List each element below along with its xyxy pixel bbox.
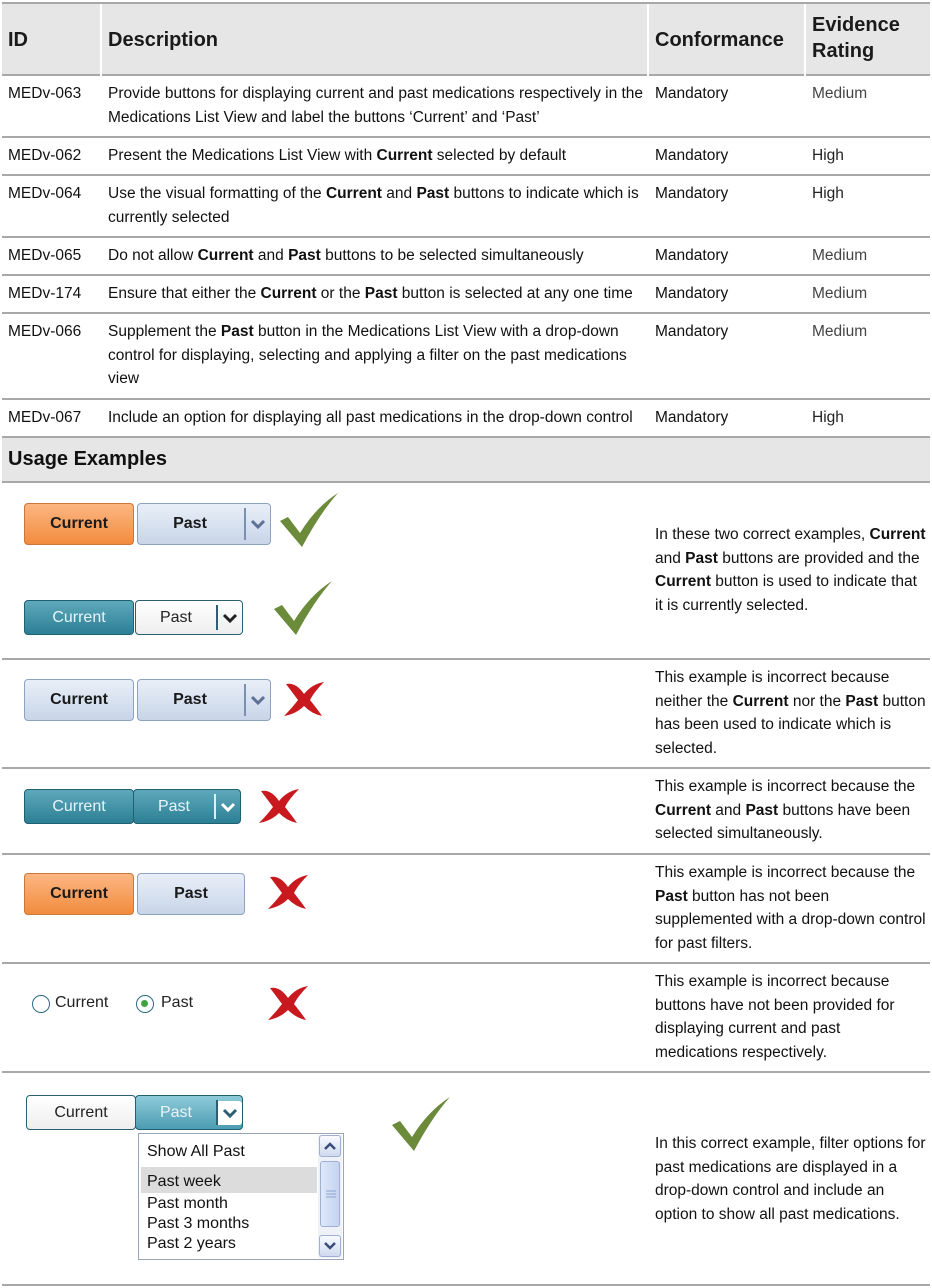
usage-example-5 — [2, 964, 930, 1073]
requirement-evidence-rating: High — [812, 147, 844, 164]
table-row — [2, 238, 930, 276]
text-segment: and — [655, 549, 686, 567]
requirement-id: MEDv-063 — [8, 85, 82, 102]
header-description: Description — [108, 29, 219, 51]
text-segment: button has not been supplemented with a drop-down control for past filters. — [655, 887, 926, 952]
bold-term: Past — [845, 692, 879, 710]
past-button-label: Past — [159, 1103, 192, 1121]
table-row — [2, 276, 930, 314]
requirement-evidence-rating: Medium — [812, 85, 868, 102]
requirement-conformance: Mandatory — [655, 85, 729, 102]
option-show-all-past[interactable]: Show All Past — [147, 1143, 245, 1160]
requirement-description — [108, 82, 648, 129]
checkmark-icon — [272, 579, 334, 637]
requirement-conformance: Mandatory — [655, 409, 729, 426]
current-button[interactable] — [24, 789, 134, 824]
text-segment: In this correct example, filter options for past medications are displayed in a drop-down control and include an option to show all past medications. — [655, 1135, 926, 1223]
past-button-label: Past — [159, 608, 192, 626]
usage-example-1 — [2, 483, 930, 660]
requirement-id: MEDv-065 — [8, 247, 82, 264]
text-segment: This example is incorrect because neither the — [655, 669, 890, 710]
example-description — [655, 523, 927, 617]
scroll-down-icon[interactable] — [319, 1235, 341, 1257]
bold-term: Current — [655, 801, 711, 819]
checkmark-icon — [278, 491, 340, 549]
header-evidence-rating — [812, 12, 900, 64]
past-dropdown-button[interactable] — [137, 679, 271, 721]
past-filter-listbox[interactable] — [138, 1133, 344, 1260]
requirement-evidence-rating: Medium — [812, 247, 868, 264]
requirement-conformance: Mandatory — [655, 147, 729, 164]
past-dropdown-button[interactable] — [135, 1095, 243, 1130]
text-segment: button is selected at any one time — [397, 285, 633, 302]
past-button[interactable] — [137, 873, 245, 915]
bold-term: Current — [732, 692, 789, 710]
table-row — [2, 176, 930, 238]
header-evidence-line1: Evidence — [812, 14, 900, 36]
text-segment: Provide buttons for displaying current and past medications respectively in the Medications List View and label the buttons ‘Current’ and ‘Past’ — [108, 85, 644, 126]
example-description — [655, 861, 927, 955]
current-button[interactable] — [24, 600, 134, 635]
requirement-conformance: Mandatory — [655, 247, 729, 264]
table-row — [2, 76, 930, 138]
current-button-label: Current — [54, 1103, 108, 1121]
requirement-id: MEDv-066 — [8, 323, 82, 340]
requirement-id: MEDv-064 — [8, 185, 82, 202]
text-segment: Present the Medications List View with — [108, 147, 377, 164]
option-past-month[interactable]: Past month — [147, 1195, 228, 1212]
text-segment: selected by default — [432, 147, 567, 164]
requirement-description — [108, 182, 648, 229]
past-button-label: Past — [173, 691, 207, 708]
header-separator — [100, 4, 102, 76]
requirement-description — [108, 406, 648, 430]
current-radio-label[interactable]: Current — [55, 994, 109, 1011]
text-segment: buttons have been selected simultaneously. — [655, 801, 911, 842]
current-button-label: Current — [50, 691, 108, 708]
table-header — [2, 2, 930, 76]
option-past-week[interactable]: Past week — [147, 1173, 221, 1190]
requirement-id: MEDv-174 — [8, 285, 82, 302]
requirement-description — [108, 282, 648, 306]
scroll-thumb[interactable] — [320, 1161, 340, 1227]
cross-icon — [282, 680, 326, 718]
example-description — [655, 1132, 927, 1226]
text-segment: Include an option for displaying all past medications in the drop-down control — [108, 409, 633, 426]
bold-term: Past — [685, 549, 718, 567]
text-segment: Supplement the — [108, 323, 221, 340]
text-segment: This example is incorrect because buttons have not been provided for displaying current and past medications respectively. — [655, 973, 895, 1061]
past-dropdown-button[interactable] — [137, 503, 271, 545]
current-button-label: Current — [52, 608, 106, 626]
example-description — [655, 666, 927, 760]
current-button-label: Current — [50, 885, 108, 902]
usage-examples-header — [2, 438, 930, 483]
usage-example-6 — [2, 1073, 930, 1286]
past-dropdown-button[interactable] — [135, 600, 243, 635]
current-button-label: Current — [50, 515, 108, 532]
header-separator — [647, 4, 649, 76]
past-radio-label[interactable]: Past — [161, 994, 194, 1011]
text-segment: and — [253, 247, 289, 264]
requirement-evidence-rating: High — [812, 185, 844, 202]
chevron-down-icon[interactable] — [216, 795, 240, 819]
bold-term: Past — [745, 801, 779, 819]
text-segment: Use the visual formatting of the — [108, 185, 326, 202]
bold-term: Past — [364, 285, 398, 302]
bold-term: Current — [197, 247, 254, 264]
text-segment: This example is incorrect because the — [655, 864, 916, 881]
requirement-conformance: Mandatory — [655, 285, 729, 302]
usage-examples-title: Usage Examples — [8, 448, 167, 470]
text-segment: button has been used to indicate which is selected. — [655, 692, 926, 757]
bold-term: Past — [288, 247, 321, 264]
past-radio[interactable] — [136, 995, 154, 1013]
requirement-conformance: Mandatory — [655, 323, 729, 340]
header-conformance: Conformance — [655, 29, 784, 51]
text-segment: or the — [316, 285, 365, 302]
past-dropdown-button[interactable] — [133, 789, 241, 824]
text-segment: buttons are provided and the — [717, 549, 920, 567]
text-segment: In these two correct examples, — [655, 526, 870, 543]
scroll-up-icon[interactable] — [319, 1135, 341, 1157]
bold-term: Past — [655, 887, 688, 905]
current-button-label: Current — [52, 797, 106, 815]
cross-icon — [266, 873, 310, 911]
chevron-down-icon[interactable] — [218, 606, 242, 630]
requirement-evidence-rating: Medium — [812, 323, 868, 340]
header-id: ID — [8, 29, 28, 51]
text-segment: and — [381, 185, 417, 202]
chevron-down-icon[interactable] — [246, 688, 270, 712]
current-button[interactable] — [24, 503, 134, 545]
table-row — [2, 138, 930, 176]
table-row — [2, 400, 930, 438]
header-separator — [804, 4, 806, 76]
current-button[interactable] — [24, 873, 134, 915]
requirement-id: MEDv-067 — [8, 409, 82, 426]
requirement-evidence-rating: High — [812, 409, 844, 426]
past-button-label: Past — [157, 797, 190, 815]
current-radio[interactable] — [32, 995, 50, 1013]
text-segment: buttons to indicate which is currently selected — [108, 185, 639, 226]
past-button-label: Past — [173, 515, 207, 532]
requirement-id: MEDv-062 — [8, 147, 82, 164]
table-row — [2, 314, 930, 400]
bold-term: Current — [325, 185, 382, 202]
text-segment: button is used to indicate that it is currently selected. — [655, 573, 917, 614]
bold-term: Past — [416, 185, 450, 202]
cross-icon — [266, 984, 310, 1022]
option-past-2-years[interactable]: Past 2 years — [147, 1235, 236, 1252]
option-past-3-months[interactable]: Past 3 months — [147, 1215, 250, 1232]
text-segment: and — [710, 801, 746, 819]
text-segment: buttons to be selected simultaneously — [320, 247, 584, 264]
chevron-down-icon[interactable] — [246, 512, 270, 536]
usage-example-2 — [2, 660, 930, 769]
requirement-description — [108, 320, 648, 391]
text-segment: nor the — [788, 692, 846, 710]
example-description — [655, 775, 927, 846]
text-segment: button in the Medications List View with a drop-down control for displaying, selecting and applying a filter on the past medications view — [108, 323, 627, 387]
past-button-label: Past — [174, 885, 208, 902]
listbox-scrollbar[interactable] — [318, 1135, 342, 1258]
usage-example-4 — [2, 855, 930, 964]
header-evidence-line2: Rating — [812, 40, 875, 62]
chevron-down-icon[interactable] — [218, 1101, 242, 1125]
bold-term: Current — [655, 573, 711, 590]
bold-term: Current — [869, 526, 926, 543]
bold-term: Current — [260, 285, 317, 302]
checkmark-icon — [390, 1095, 452, 1153]
cross-icon — [257, 787, 301, 825]
text-segment: Do not allow — [108, 247, 198, 264]
requirement-evidence-rating: Medium — [812, 285, 868, 302]
example-description — [655, 970, 927, 1064]
bold-term: Past — [220, 323, 254, 340]
requirement-description — [108, 244, 648, 268]
text-segment: Ensure that either the — [108, 285, 261, 302]
text-segment: This example is incorrect because the — [655, 778, 916, 795]
requirement-conformance: Mandatory — [655, 185, 729, 202]
current-button[interactable] — [26, 1095, 136, 1130]
bold-term: Current — [376, 147, 433, 164]
current-button[interactable] — [24, 679, 134, 721]
usage-example-3 — [2, 769, 930, 855]
requirement-description — [108, 144, 648, 168]
